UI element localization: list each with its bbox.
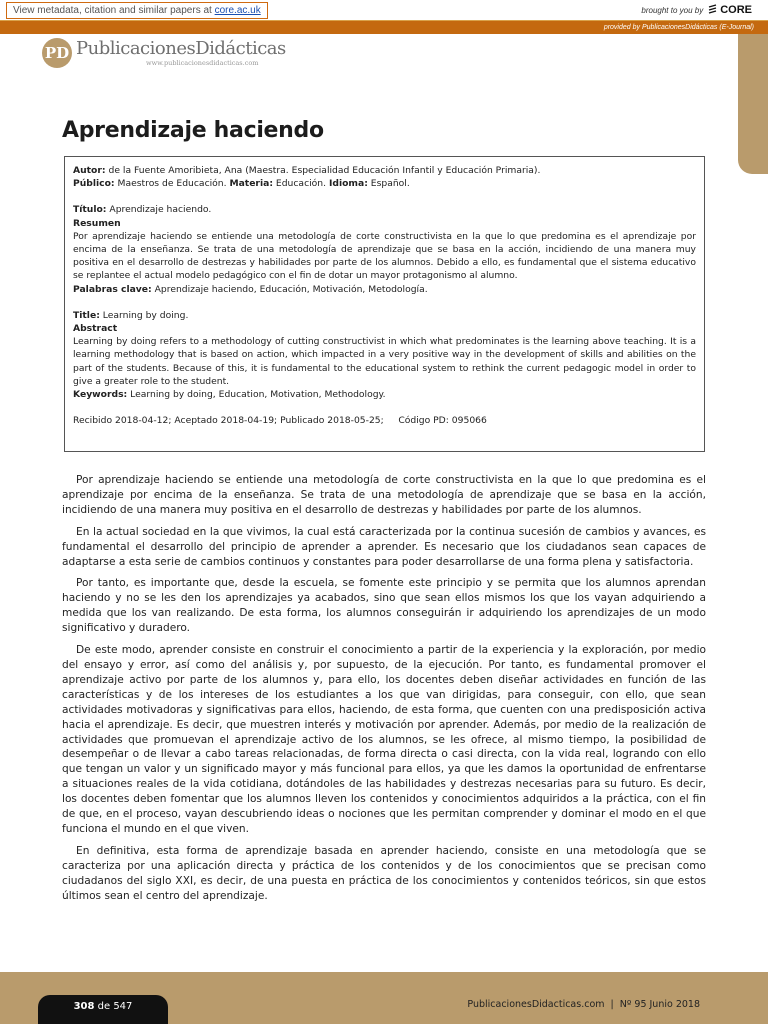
body-paragraph: De este modo, aprender consiste en construir el conocimiento a partir de la experiencia y la exploración, por medio del ensayo y error, así como del análisis y, por supuesto, de la ejecución. Por tanto, es fundamental promover el aprendizaje activo por parte de los alumnos y, para ello, los docentes deben diseñar actividades en función de las características y de los intereses de los estudiantes a los que van dirigidas, para conseguir, con ello, que sean actividades motivadoras y significativas para ellos, haciendo, de esta forma, que cuenten con una predisposición activa hacia el aprendizaje. Es decir, que muestren interés y motivación por aprender. Además, por medio de la realización de actividades que promuevan el aprendizaje activo de los alumnos, se les ofrece, al mismo tiempo, la posibilidad de desempeñar o de llevar a cabo tareas relacionadas, de forma directa o casi directa, con la vida real, logrando con ello que tengan un valor y un significado mayor y más funcional para ellos, ya que les damos la oportunidad de enfrentarse a situaciones reales de la vida cotidiana, dotándoles de las habilidades y destrezas necesarias para su futuro. Es decir, los docentes deben fomentar que los alumnos lleven los contenidos y conocimientos adquiridos a la práctica, con el fin de que, en el proceso, vayan descubriendo ideas o nociones que les permitan comprender y dominar el modo en el que funciona el mundo en el que viven. (62, 644, 706, 835)
core-top-bar (0, 0, 768, 21)
author-line (73, 164, 696, 177)
provided-by-bar: provided by PublicacionesDidácticas (E-Journal) (0, 21, 768, 34)
side-tab-decoration (738, 34, 768, 174)
keywords-value: Learning by doing, Education, Motivation, Methodology. (130, 389, 386, 401)
article-body (62, 473, 706, 910)
abstract-box (64, 156, 705, 452)
body-paragraph: Por tanto, es importante que, desde la escuela, se fomente este principio y se permita que los alumnos aprendan haciendo y no se les den los aprendizajes ya acabados, sino que sean ellos mismos los que los vayan adquiriendo a medida que los van realizando. De esta forma, los alumnos conseguirán ir adquiriendo los aprendizajes de un modo significativo y duradero. (62, 577, 706, 635)
page-number-tab (38, 995, 168, 1024)
core-logo-icon (707, 4, 718, 16)
keywords-label: Keywords: (73, 389, 128, 401)
palabras-label: Palabras clave: (73, 283, 152, 295)
abstract-label: Abstract (73, 323, 118, 335)
idioma-label: Idioma: (328, 178, 368, 190)
publico-label: Público: (73, 178, 115, 190)
publico-value: Maestros de Educación. (117, 178, 227, 190)
core-link[interactable]: core.ac.uk (214, 5, 261, 16)
core-metadata-box (6, 2, 268, 19)
publisher-logo-url: www.publicacionesdidacticas.com (146, 59, 259, 67)
titulo-line (73, 203, 696, 216)
title-en-value: Learning by doing. (102, 309, 189, 321)
page-current: 308 (73, 1001, 95, 1012)
autor-value: de la Fuente Amoribieta, Ana (Maestra. Especialidad Educación Infantil y Educación Primaria). (108, 165, 541, 176)
publisher-logo-name: PublicacionesDidácticas (76, 38, 286, 59)
resumen-heading (73, 217, 696, 230)
keywords-line (73, 388, 696, 401)
materia-value: Educación. (275, 178, 327, 190)
core-brought-by (641, 4, 752, 16)
article-title: Aprendizaje haciendo (62, 118, 324, 143)
resumen-text: Por aprendizaje haciendo se entiende una metodología de corte constructivista en la que lo que predomina es el aprendizaje por encima de la enseñanza. Se trata de una metodología de aprendizaje que se basa en la acción, incidiendo de una manera muy positiva en el desarrollo de destrezas y habilidades por parte de los alumnos. Debido a ello, es fundamental que el sistema educativo se replantee el actual modelo pedagógico con el fin de dotar un mayor protagonismo al alumno. (73, 230, 696, 282)
resumen-label: Resumen (73, 217, 121, 229)
publisher-logo (42, 38, 286, 68)
publisher-logo-mark: PD (42, 38, 72, 68)
palabras-line (73, 283, 696, 296)
page-total: 547 (113, 1001, 133, 1012)
titulo-value: Aprendizaje haciendo. (109, 204, 212, 216)
abstract-heading (73, 322, 696, 335)
idioma-value: Español. (370, 178, 410, 190)
titulo-label: Título: (73, 204, 107, 216)
footer-journal-info: PublicacionesDidacticas.com | Nº 95 Junio 2018 (467, 999, 700, 1010)
abstract-text: Learning by doing refers to a methodology of cutting constructivist in which what predominates is the learning above teaching. It is a learning methodology that is based on action, which impacted in a very positive way in the development of skills and abilities on the part of the students. Because of this, it is fundamental to the educational system to rethink the current pedagogic model in order to give a greater role to the student. (73, 336, 696, 387)
body-paragraph: Por aprendizaje haciendo se entiende una metodología de corte constructivista en la que lo que predomina es el aprendizaje por encima de la enseñanza. Se trata de una metodología de aprendizaje que se basa en la acción, incidiendo de una manera muy positiva en el desarrollo de destrezas y habilidades por parte de los alumnos. (62, 474, 706, 516)
brought-by-text: brought to you by (641, 5, 704, 15)
autor-label: Autor: (73, 165, 106, 176)
title-en-line (73, 309, 696, 322)
materia-label: Materia: (229, 178, 273, 190)
body-paragraph: En la actual sociedad en la que vivimos, la cual está caracterizada por la continua sucesión de cambios y avances, es fundamental el desarrollo del principio de aprender a aprender. Es necesario que los ciudadanos sean capaces de adaptarse a esta serie de cambios continuos y constantes para poder desarrollarse de una forma plena y satisfactoria. (62, 525, 706, 568)
palabras-value: Aprendizaje haciendo, Educación, Motivación, Metodología. (154, 283, 428, 295)
core-logo[interactable] (707, 4, 752, 16)
dates-line: Recibido 2018-04-12; Aceptado 2018-04-19; Publicado 2018-05-25; Código PD: 095066 (73, 415, 487, 427)
title-en-label: Title: (73, 309, 100, 321)
core-logo-label: CORE (720, 4, 752, 16)
core-link-prefix: View metadata, citation and similar papers at (13, 5, 215, 16)
page-sep: de (94, 1001, 114, 1012)
body-paragraph: En definitiva, esta forma de aprendizaje basada en aprender haciendo, consiste en una metodología que se caracteriza por una aplicación directa y práctica de los contenidos y de los conocimientos que se precisan como ciudadanos del siglo XXI, es decir, de una puesta en práctica de los conocimientos y contenidos teóricos, sin que estos últimos sean el centro del aprendizaje. (62, 844, 706, 902)
meta-line (73, 177, 696, 190)
